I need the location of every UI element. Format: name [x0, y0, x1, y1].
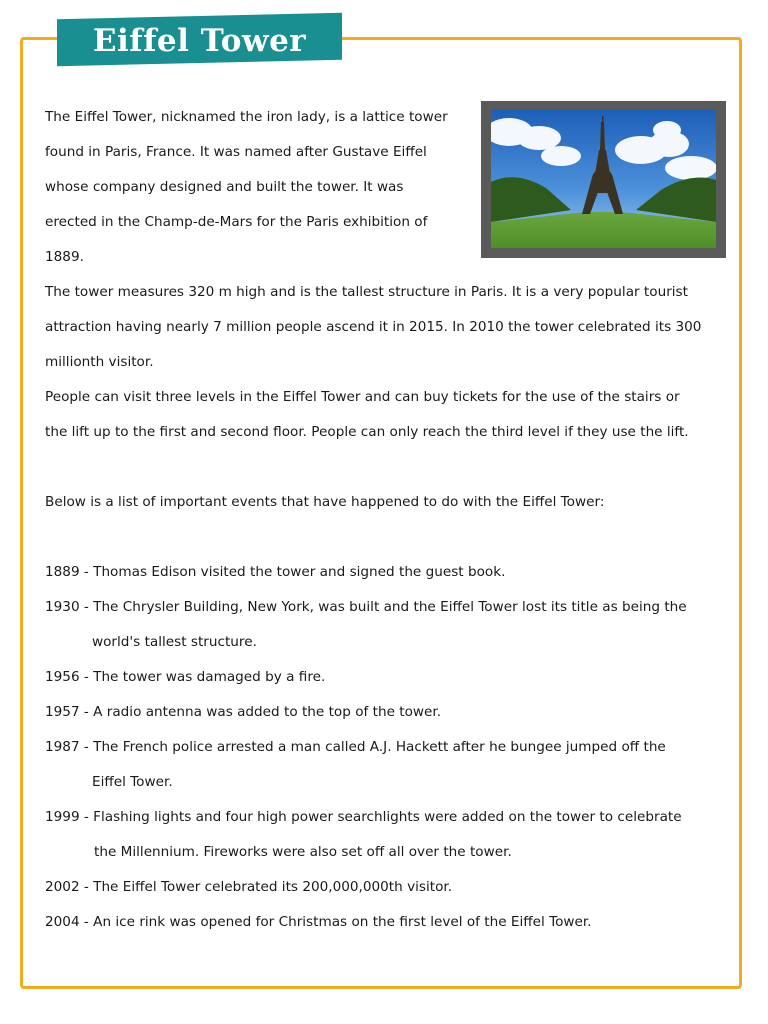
event-item: 1957 - A radio antenna was added to the top of the tower.: [45, 704, 442, 720]
intro-line: erected in the Champ-de-Mars for the Paris exhibition of: [45, 214, 428, 230]
event-item: 1930 - The Chrysler Building, New York, was built and the Eiffel Tower lost its title as being the: [45, 599, 687, 615]
height-paragraph-line: The tower measures 320 m high and is the tallest structure in Paris. It is a very popular tourist: [45, 284, 688, 300]
height-paragraph-line: attraction having nearly 7 million people ascend it in 2015. In 2010 the tower celebrated its 300: [45, 319, 702, 335]
event-item: 1956 - The tower was damaged by a fire.: [45, 669, 326, 685]
event-item-continuation: the Millennium. Fireworks were also set off all over the tower.: [94, 844, 512, 860]
event-item-continuation: Eiffel Tower.: [92, 774, 173, 790]
event-item: 2004 - An ice rink was opened for Christmas on the first level of the Eiffel Tower.: [45, 914, 592, 930]
event-item: 1889 - Thomas Edison visited the tower and signed the guest book.: [45, 564, 506, 580]
intro-line: found in Paris, France. It was named after Gustave Eiffel: [45, 144, 427, 160]
event-item-continuation: world's tallest structure.: [92, 634, 257, 650]
page-title: Eiffel Tower: [92, 23, 307, 59]
intro-line: 1889.: [45, 249, 84, 265]
events-intro: Below is a list of important events that have happened to do with the Eiffel Tower:: [45, 494, 605, 510]
eiffel-tower-image: [491, 110, 716, 248]
event-item: 2002 - The Eiffel Tower celebrated its 200,000,000th visitor.: [45, 879, 453, 895]
event-item: 1999 - Flashing lights and four high power searchlights were added on the tower to celebrate: [45, 809, 682, 825]
event-item: 1987 - The French police arrested a man called A.J. Hackett after he bungee jumped off the: [45, 739, 666, 755]
levels-paragraph-line: People can visit three levels in the Eiffel Tower and can buy tickets for the use of the stairs or: [45, 389, 680, 405]
levels-paragraph-line: the lift up to the first and second floor. People can only reach the third level if they use the lift.: [45, 424, 689, 440]
intro-line: The Eiffel Tower, nicknamed the iron lady, is a lattice tower: [45, 109, 448, 125]
intro-line: whose company designed and built the tower. It was: [45, 179, 404, 195]
height-paragraph-line: millionth visitor.: [45, 354, 154, 370]
eiffel-tower-photo: [481, 101, 726, 258]
